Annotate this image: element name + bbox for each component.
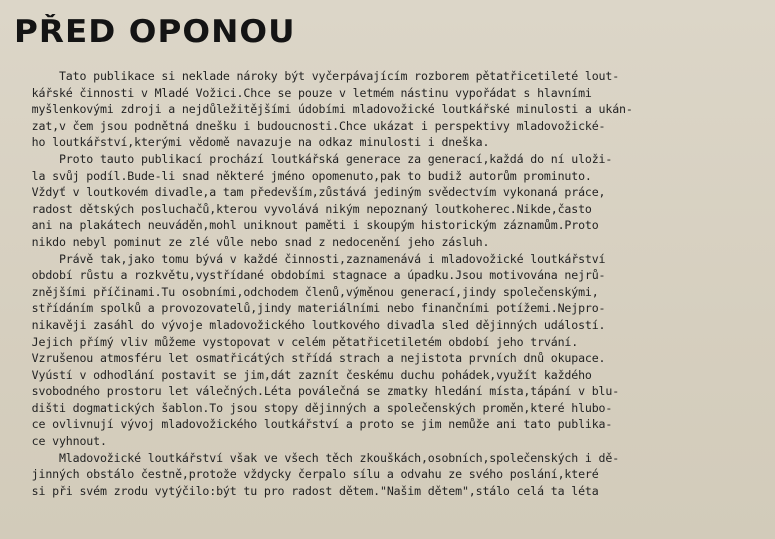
text-line: myšlenkovými zdroji a nejdůležitějšími údobími mladovožické loutkářské minulosti a ukán- <box>18 102 633 117</box>
text-line: kářské činnosti v Mladé Vožici.Chce se pouze v letmém nástinu vypořádat s hlavními <box>18 85 592 100</box>
text-line: Vždyť v loutkovém divadle,a tam především,zůstává jediným svědectvím vykonaná práce, <box>18 185 606 200</box>
text-line: střídáním spolků a provozovatelů,jindy materiálními nebo finančními potížemi.Nejpro- <box>18 301 606 316</box>
page-title: PŘED OPONOU <box>14 14 296 50</box>
text-line: radost dětských posluchačů,kterou vyvolává nikým nepoznaný loutkoherec.Nikde,často <box>18 201 592 216</box>
text-line: svobodného prostoru let válečných.Léta poválečná se zmatky hledání místa,tápání v blu- <box>18 384 620 399</box>
text-line: Tato publikace si neklade nároky být vyčerpávajícím rozborem pětatřicetileté lout- <box>18 69 620 83</box>
text-line: jinných obstálo čestně,protože vždycky čerpalo sílu a odvahu ze svého poslání,které <box>18 467 599 482</box>
text-line: zat,v čem jsou podnětná dnešku i budoucnosti.Chce ukázat i perspektivy mladovožické- <box>18 118 606 133</box>
text-line: znějšími příčinami.Tu osobními,odchodem členů,výměnou generací,jindy společenskými, <box>18 284 599 299</box>
text-line: ce vyhnout. <box>18 434 107 449</box>
text-line: ho loutkářství,kterými vědomě navazuje na odkaz minulosti i dneška. <box>18 135 490 150</box>
text-line: nikavěji zasáhl do vývoje mladovožického loutkového divadla sled dějinných událostí. <box>18 317 606 332</box>
text-line: si při svém zrodu vytýčilo:být tu pro radost dětem."Našim dětem",stálo celá ta léta <box>18 483 599 498</box>
text-line: Jejich přímý vliv můžeme vystopovat v celém pětatřicetiletém období jeho trvání. <box>18 334 579 349</box>
text-line: ce ovlivnují vývoj mladovožického loutkářství a proto se jim nemůže ani tato publika- <box>18 417 613 432</box>
text-line: la svůj podíl.Bude-li snad některé jméno opomenuto,pak to budiž autorům prominuto. <box>18 168 592 183</box>
text-line: Vzrušenou atmosféru let osmatřicátých střídá strach a nejistota prvních dnů okupace. <box>18 351 606 366</box>
text-line: Proto tauto publikací prochází loutkářská generace za generací,každá do ní uloži- <box>18 151 613 166</box>
text-line: období růstu a rozkvětu,vystřídané obdobími stagnace a úpadku.Jsou motivována nejrů- <box>18 268 606 283</box>
text-line: nikdo nebyl pominut ze zlé vůle nebo snad z nedocenění jeho zásluh. <box>18 234 490 249</box>
text-line: Mladovožické loutkářství však ve všech těch zkouškách,osobních,společenských i dě- <box>18 450 620 465</box>
text-line: ani na plakátech neuváděn,mohl uniknout paměti i skoupým historickým záznamům.Proto <box>18 218 599 233</box>
text-line: Vyústí v odhodlání postavit se jim,dát zaznít českému duchu pohádek,využít každého <box>18 367 592 382</box>
text-line: Právě tak,jako tomu bývá v každé činnosti,zaznamenává i mladovožické loutkářství <box>18 251 606 266</box>
body-text <box>18 68 768 499</box>
text-line: dišti dogmatických šablon.To jsou stopy dějinných a společenských proměn,které hlubo- <box>18 400 613 415</box>
